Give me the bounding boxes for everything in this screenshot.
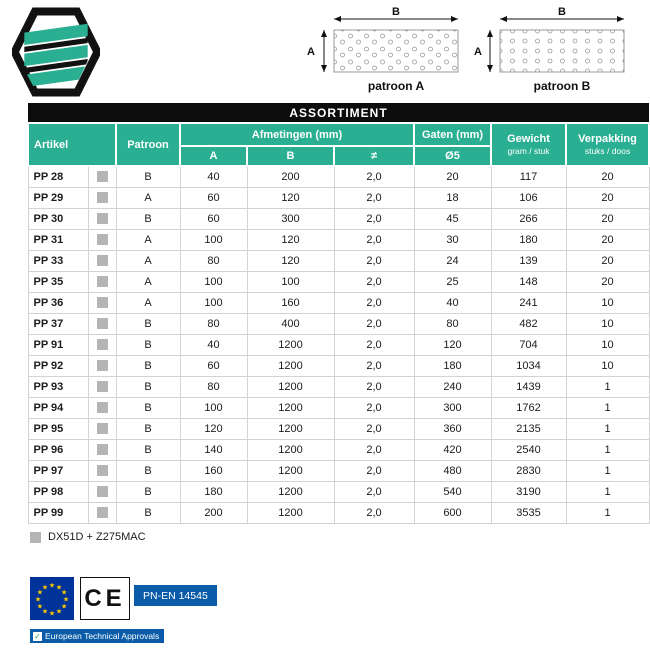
cell-gewicht: 139: [491, 250, 566, 271]
steel-grade-swatch-cell: [88, 250, 116, 271]
cell-gewicht: 180: [491, 229, 566, 250]
col-header-verpakking: [566, 123, 649, 166]
cell-patroon: A: [116, 271, 180, 292]
col-header-afmetingen: Afmetingen (mm): [180, 123, 414, 146]
cell-patroon: B: [116, 502, 180, 523]
arrowhead-icon: [500, 16, 507, 22]
assortiment-table: [27, 103, 650, 524]
steel-grade-swatch-cell: [88, 397, 116, 418]
cell-a: 100: [180, 271, 247, 292]
cell-t: 2,0: [334, 187, 414, 208]
cell-holes: 420: [414, 439, 491, 460]
col-header-artikel: Artikel: [28, 123, 116, 166]
table-row: [28, 229, 649, 250]
dim-b-label: B: [392, 6, 400, 18]
steel-grade-swatch-cell: [88, 502, 116, 523]
svg-text:★: ★: [55, 583, 63, 592]
col-header-patroon: Patroon: [116, 123, 180, 166]
cell-artikel: PP 28: [28, 166, 88, 187]
cell-holes: 30: [414, 229, 491, 250]
arrowhead-icon: [334, 16, 341, 22]
table-row: [28, 418, 649, 439]
steel-grade-swatch-cell: [88, 271, 116, 292]
table-row: [28, 250, 649, 271]
cell-a: 60: [180, 355, 247, 376]
cell-patroon: B: [116, 208, 180, 229]
cell-gewicht: 2830: [491, 460, 566, 481]
svg-text:★: ★: [36, 602, 44, 611]
table-title: ASSORTIMENT: [28, 103, 649, 123]
cell-a: 120: [180, 418, 247, 439]
cell-patroon: B: [116, 166, 180, 187]
swatch-square: [97, 444, 108, 455]
swatch-square: [97, 192, 108, 203]
cell-b: 120: [247, 229, 334, 250]
steel-grade-swatch-cell: [88, 229, 116, 250]
cell-holes: 20: [414, 166, 491, 187]
cell-gewicht: 106: [491, 187, 566, 208]
cell-holes: 540: [414, 481, 491, 502]
steel-grade-legend: [30, 531, 146, 543]
table-row: [28, 481, 649, 502]
gewicht-subtitle: gram / stuk: [507, 146, 550, 156]
svg-text:★: ★: [36, 588, 44, 597]
ce-label: CE: [84, 584, 126, 612]
table-row: [28, 334, 649, 355]
cell-a: 140: [180, 439, 247, 460]
cell-gewicht: 1439: [491, 376, 566, 397]
cell-patroon: B: [116, 439, 180, 460]
cell-holes: 18: [414, 187, 491, 208]
cell-artikel: PP 94: [28, 397, 88, 418]
ce-mark: [80, 577, 130, 620]
col-header-thickness: ≠: [334, 146, 414, 166]
cell-patroon: B: [116, 460, 180, 481]
cell-patroon: A: [116, 292, 180, 313]
table-row: [28, 166, 649, 187]
table-row: [28, 292, 649, 313]
table-row: [28, 187, 649, 208]
cell-gewicht: 148: [491, 271, 566, 292]
cell-gewicht: 3190: [491, 481, 566, 502]
svg-text:★: ★: [55, 607, 63, 616]
cell-b: 120: [247, 250, 334, 271]
table-row: [28, 502, 649, 523]
cell-gewicht: 117: [491, 166, 566, 187]
swatch-square: [97, 318, 108, 329]
cell-a: 180: [180, 481, 247, 502]
cell-t: 2,0: [334, 376, 414, 397]
cell-patroon: B: [116, 397, 180, 418]
plate-a-drawing: [334, 30, 458, 72]
patroon-a-label: patroon A: [367, 79, 425, 93]
cell-t: 2,0: [334, 502, 414, 523]
cell-b: 1200: [247, 376, 334, 397]
svg-text:★: ★: [60, 588, 68, 597]
cell-verpakking: 1: [566, 439, 649, 460]
cell-patroon: B: [116, 313, 180, 334]
dim-b-label: B: [558, 6, 566, 18]
swatch-square: [97, 381, 108, 392]
svg-text:★: ★: [60, 602, 68, 611]
cell-holes: 600: [414, 502, 491, 523]
cell-patroon: A: [116, 187, 180, 208]
cell-artikel: PP 37: [28, 313, 88, 334]
swatch-square: [97, 465, 108, 476]
cell-artikel: PP 35: [28, 271, 88, 292]
svg-text:★: ★: [41, 607, 49, 616]
cell-a: 80: [180, 376, 247, 397]
cell-patroon: B: [116, 376, 180, 397]
col-header-a: A: [180, 146, 247, 166]
cell-holes: 360: [414, 418, 491, 439]
svg-text:★: ★: [62, 595, 70, 604]
eta-label: European Technical Approvals: [45, 631, 160, 641]
cell-t: 2,0: [334, 271, 414, 292]
steel-grade-swatch-cell: [88, 481, 116, 502]
cell-b: 160: [247, 292, 334, 313]
cell-a: 80: [180, 250, 247, 271]
cell-verpakking: 10: [566, 292, 649, 313]
cell-verpakking: 10: [566, 334, 649, 355]
arrowhead-icon: [487, 30, 493, 37]
swatch-square: [97, 297, 108, 308]
cell-gewicht: 704: [491, 334, 566, 355]
svg-text:★: ★: [34, 595, 42, 604]
cell-gewicht: 482: [491, 313, 566, 334]
swatch-square: [97, 507, 108, 518]
steel-grade-swatch-cell: [88, 208, 116, 229]
steel-grade-swatch-cell: [88, 418, 116, 439]
eta-badge: [30, 629, 164, 643]
col-header-gaten: Gaten (mm): [414, 123, 491, 146]
cell-verpakking: 20: [566, 166, 649, 187]
plate-b-drawing: [500, 30, 624, 72]
cell-b: 120: [247, 187, 334, 208]
patroon-b-label: patroon B: [533, 79, 591, 93]
legend-swatch: [30, 532, 41, 543]
cell-artikel: PP 30: [28, 208, 88, 229]
cell-gewicht: 266: [491, 208, 566, 229]
cell-a: 160: [180, 460, 247, 481]
swatch-square: [97, 486, 108, 497]
cell-verpakking: 10: [566, 313, 649, 334]
cell-gewicht: 1034: [491, 355, 566, 376]
cell-artikel: PP 95: [28, 418, 88, 439]
cell-verpakking: 20: [566, 229, 649, 250]
cell-artikel: PP 93: [28, 376, 88, 397]
swatch-square: [97, 339, 108, 350]
steel-grade-swatch-cell: [88, 460, 116, 481]
cell-holes: 80: [414, 313, 491, 334]
cell-b: 1200: [247, 418, 334, 439]
cell-holes: 480: [414, 460, 491, 481]
swatch-square: [97, 213, 108, 224]
cell-holes: 240: [414, 376, 491, 397]
cell-a: 200: [180, 502, 247, 523]
cell-verpakking: 20: [566, 208, 649, 229]
cell-patroon: B: [116, 334, 180, 355]
steel-grade-swatch-cell: [88, 355, 116, 376]
cell-b: 200: [247, 166, 334, 187]
cell-gewicht: 2540: [491, 439, 566, 460]
cell-verpakking: 1: [566, 418, 649, 439]
cell-a: 60: [180, 187, 247, 208]
table-row: [28, 460, 649, 481]
cell-holes: 300: [414, 397, 491, 418]
cell-patroon: B: [116, 418, 180, 439]
cell-artikel: PP 98: [28, 481, 88, 502]
steel-grade-swatch-cell: [88, 334, 116, 355]
cell-a: 100: [180, 397, 247, 418]
cell-artikel: PP 96: [28, 439, 88, 460]
steel-grade-swatch-cell: [88, 313, 116, 334]
arrowhead-icon: [487, 65, 493, 72]
swatch-square: [97, 171, 108, 182]
checkbox-icon: ✓: [34, 631, 41, 641]
cell-gewicht: 241: [491, 292, 566, 313]
cell-b: 1200: [247, 334, 334, 355]
cell-verpakking: 1: [566, 502, 649, 523]
cell-artikel: PP 91: [28, 334, 88, 355]
cell-b: 1200: [247, 502, 334, 523]
steel-grade-swatch-cell: [88, 292, 116, 313]
cell-a: 80: [180, 313, 247, 334]
cell-t: 2,0: [334, 208, 414, 229]
cell-verpakking: 1: [566, 397, 649, 418]
brand-logo: [12, 6, 100, 98]
cell-t: 2,0: [334, 292, 414, 313]
cell-artikel: PP 99: [28, 502, 88, 523]
cell-a: 60: [180, 208, 247, 229]
standard-badge: [134, 585, 217, 606]
cell-t: 2,0: [334, 460, 414, 481]
cell-verpakking: 1: [566, 481, 649, 502]
cell-patroon: B: [116, 481, 180, 502]
swatch-square: [97, 276, 108, 287]
cell-verpakking: 20: [566, 271, 649, 292]
cell-holes: 45: [414, 208, 491, 229]
cell-t: 2,0: [334, 355, 414, 376]
svg-text:★: ★: [48, 609, 56, 618]
swatch-square: [97, 234, 108, 245]
steel-grade-swatch-cell: [88, 187, 116, 208]
col-header-b: B: [247, 146, 334, 166]
verpakking-title: Verpakking: [578, 133, 637, 145]
table-row: [28, 208, 649, 229]
cell-patroon: A: [116, 250, 180, 271]
verpakking-subtitle: stuks / doos: [584, 146, 631, 156]
dim-a-label: A: [307, 46, 315, 58]
steel-grade-swatch-cell: [88, 376, 116, 397]
cell-gewicht: 1762: [491, 397, 566, 418]
cell-verpakking: 1: [566, 376, 649, 397]
arrowhead-icon: [617, 16, 624, 22]
cell-b: 100: [247, 271, 334, 292]
svg-text:★: ★: [41, 583, 49, 592]
table-row: [28, 313, 649, 334]
cell-artikel: PP 33: [28, 250, 88, 271]
cell-b: 400: [247, 313, 334, 334]
arrowhead-icon: [321, 30, 327, 37]
cell-verpakking: 20: [566, 187, 649, 208]
cell-holes: 24: [414, 250, 491, 271]
cell-t: 2,0: [334, 166, 414, 187]
cell-artikel: PP 97: [28, 460, 88, 481]
steel-grade-swatch-cell: [88, 166, 116, 187]
hexagon-logo-icon: [12, 6, 100, 98]
patroon-b-diagram: [470, 6, 630, 93]
cell-b: 1200: [247, 460, 334, 481]
table-row: [28, 271, 649, 292]
cell-t: 2,0: [334, 250, 414, 271]
cell-t: 2,0: [334, 439, 414, 460]
cell-holes: 120: [414, 334, 491, 355]
arrowhead-icon: [451, 16, 458, 22]
steel-grade-swatch-cell: [88, 439, 116, 460]
cell-b: 1200: [247, 481, 334, 502]
table-row: [28, 397, 649, 418]
cell-b: 1200: [247, 439, 334, 460]
cell-patroon: B: [116, 355, 180, 376]
standard-label: PN-EN 14545: [143, 589, 208, 602]
eu-flag-icon: [30, 577, 74, 625]
cell-verpakking: 10: [566, 355, 649, 376]
gewicht-title: Gewicht: [507, 133, 550, 145]
patroon-a-diagram: [298, 6, 466, 93]
col-header-hole-diameter: Ø5: [414, 146, 491, 166]
svg-text:★: ★: [48, 581, 56, 590]
cell-t: 2,0: [334, 229, 414, 250]
cell-verpakking: 1: [566, 460, 649, 481]
table-row: [28, 376, 649, 397]
cell-artikel: PP 31: [28, 229, 88, 250]
cell-a: 40: [180, 334, 247, 355]
cell-t: 2,0: [334, 397, 414, 418]
cell-b: 1200: [247, 355, 334, 376]
cell-artikel: PP 29: [28, 187, 88, 208]
cell-t: 2,0: [334, 334, 414, 355]
table-body: [28, 166, 649, 523]
cell-t: 2,0: [334, 418, 414, 439]
table-row: [28, 439, 649, 460]
table-row: [28, 355, 649, 376]
cell-a: 100: [180, 229, 247, 250]
cell-patroon: A: [116, 229, 180, 250]
arrowhead-icon: [321, 65, 327, 72]
cell-t: 2,0: [334, 313, 414, 334]
cell-t: 2,0: [334, 481, 414, 502]
cell-gewicht: 2135: [491, 418, 566, 439]
swatch-square: [97, 402, 108, 413]
cell-verpakking: 20: [566, 250, 649, 271]
cell-gewicht: 3535: [491, 502, 566, 523]
cell-artikel: PP 36: [28, 292, 88, 313]
swatch-square: [97, 255, 108, 266]
dim-a-label: A: [474, 46, 482, 58]
cell-holes: 180: [414, 355, 491, 376]
cell-holes: 25: [414, 271, 491, 292]
cell-b: 300: [247, 208, 334, 229]
cell-a: 40: [180, 166, 247, 187]
swatch-square: [97, 360, 108, 371]
col-header-gewicht: [491, 123, 566, 166]
cell-a: 100: [180, 292, 247, 313]
cell-holes: 40: [414, 292, 491, 313]
cell-b: 1200: [247, 397, 334, 418]
legend-label: DX51D + Z275MAC: [48, 531, 146, 543]
swatch-square: [97, 423, 108, 434]
cell-artikel: PP 92: [28, 355, 88, 376]
